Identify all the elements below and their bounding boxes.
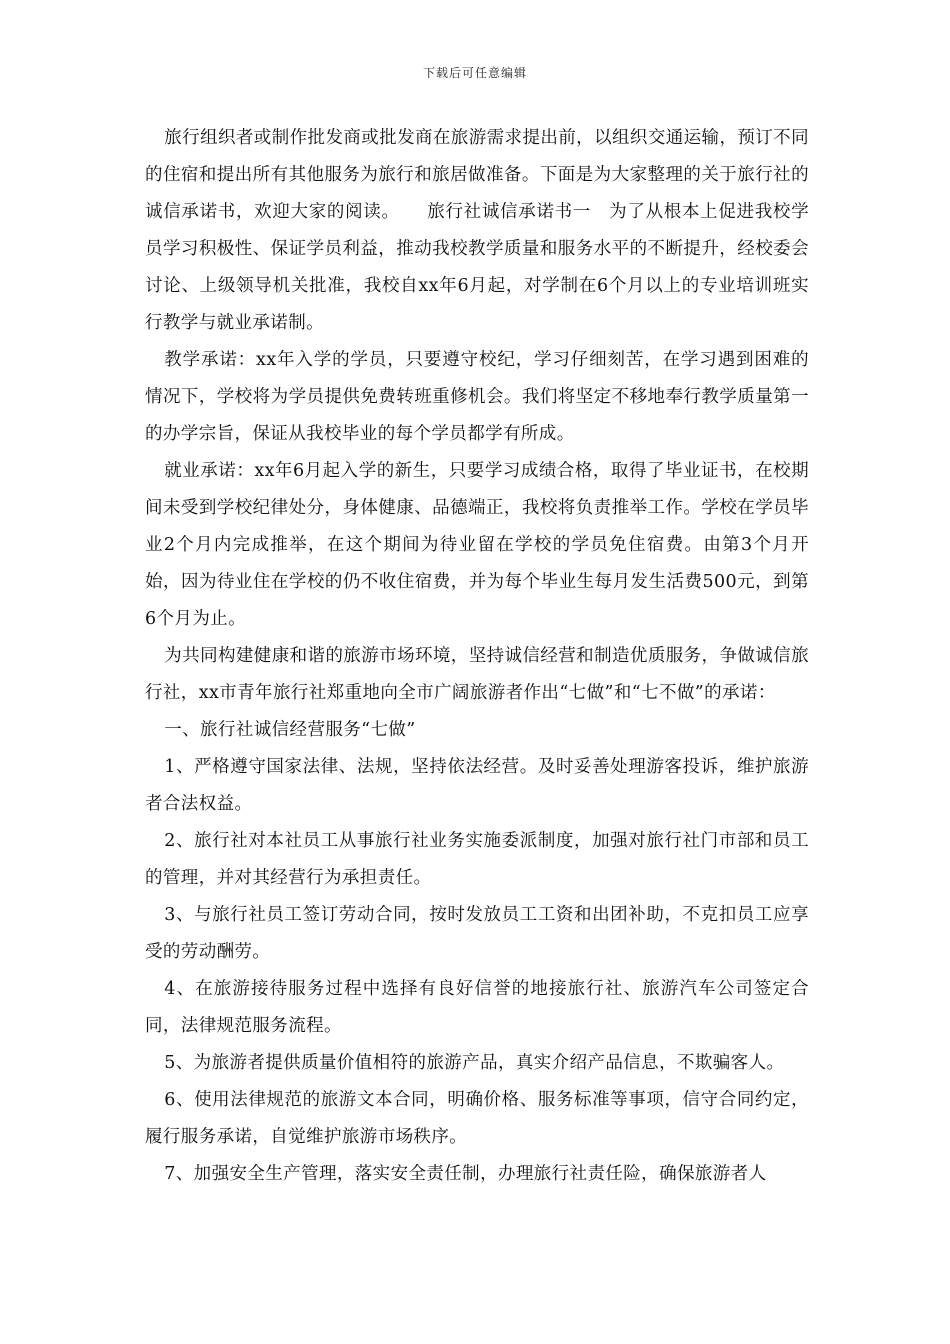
list-item-4: 4、在旅游接待服务过程中选择有良好信誉的地接旅行社、旅游汽车公司签定合同，法律规范服务流程。 <box>145 979 809 1036</box>
list-item-7: 7、加强安全生产管理，落实安全责任制，办理旅行社责任险，确保旅游者人 <box>164 1164 767 1184</box>
document-body <box>145 120 809 1193</box>
list-item-1: 1、严格遵守国家法律、法规，坚持依法经营。及时妥善处理游客投诉，维护旅游者合法权益。 <box>145 757 809 814</box>
list-item-6: 6、使用法律规范的旅游文本合同，明确价格、服务标准等事项，信守合同约定，履行服务承诺，自觉维护旅游市场秩序。 <box>145 1090 809 1147</box>
teaching-commitment-paragraph: 教学承诺：xx年入学的学员，只要遵守校纪，学习仔细刻苦，在学习遇到困难的情况下，学校将为学员提供免费转班重修机会。我们将坚定不移地奉行教学质量第一的办学宗旨，保证从我校毕业的每个学员都学有所成。 <box>145 350 809 444</box>
list-item-2: 2、旅行社对本社员工从事旅行社业务实施委派制度，加强对旅行社门市部和员工的管理，并对其经营行为承担责任。 <box>145 831 809 888</box>
list-item-3: 3、与旅行社员工签订劳动合同，按时发放员工工资和出团补助，不克扣员工应享受的劳动酬劳。 <box>145 905 809 962</box>
page-header: 下载后可任意编辑 <box>422 66 527 80</box>
list-item-5: 5、为旅游者提供质量价值相符的旅游产品，真实介绍产品信息，不欺骗客人。 <box>164 1053 785 1073</box>
section-heading-seven-dos: 一、旅行社诚信经营服务“七做” <box>164 720 416 740</box>
intro-paragraph: 旅行组织者或制作批发商或批发商在旅游需求提出前，以组织交通运输，预订不同的住宿和提出所有其他服务为旅行和旅居做准备。下面是为大家整理的关于旅行社的诚信承诺书，欢迎大家的阅读。 旅行社诚信承诺书一 为了从根本上促进我校学员学习积极性、保证学员利益，推动我校教学质量和服务水平的不断提升，经校委会讨论、上级领导机关批准，我校自xx年6月起，对学制在6个月以上的专业培训班实行教学与就业承诺制。 <box>145 128 809 333</box>
travel-agency-pledge-paragraph: 为共同构建健康和谐的旅游市场环境，坚持诚信经营和制造优质服务，争做诚信旅行社，xx市青年旅行社郑重地向全市广阔旅游者作出“七做”和“七不做”的承诺： <box>145 646 809 703</box>
employment-commitment-paragraph: 就业承诺：xx年6月起入学的新生，只要学习成绩合格，取得了毕业证书，在校期间未受到学校纪律处分，身体健康、品德端正，我校将负责推举工作。学校在学员毕业2个月内完成推举，在这个期间为待业留在学校的学员免住宿费。由第3个月开始，因为待业住在学校的仍不收住宿费，并为每个毕业生每月发生活费500元，到第6个月为止。 <box>145 461 809 629</box>
